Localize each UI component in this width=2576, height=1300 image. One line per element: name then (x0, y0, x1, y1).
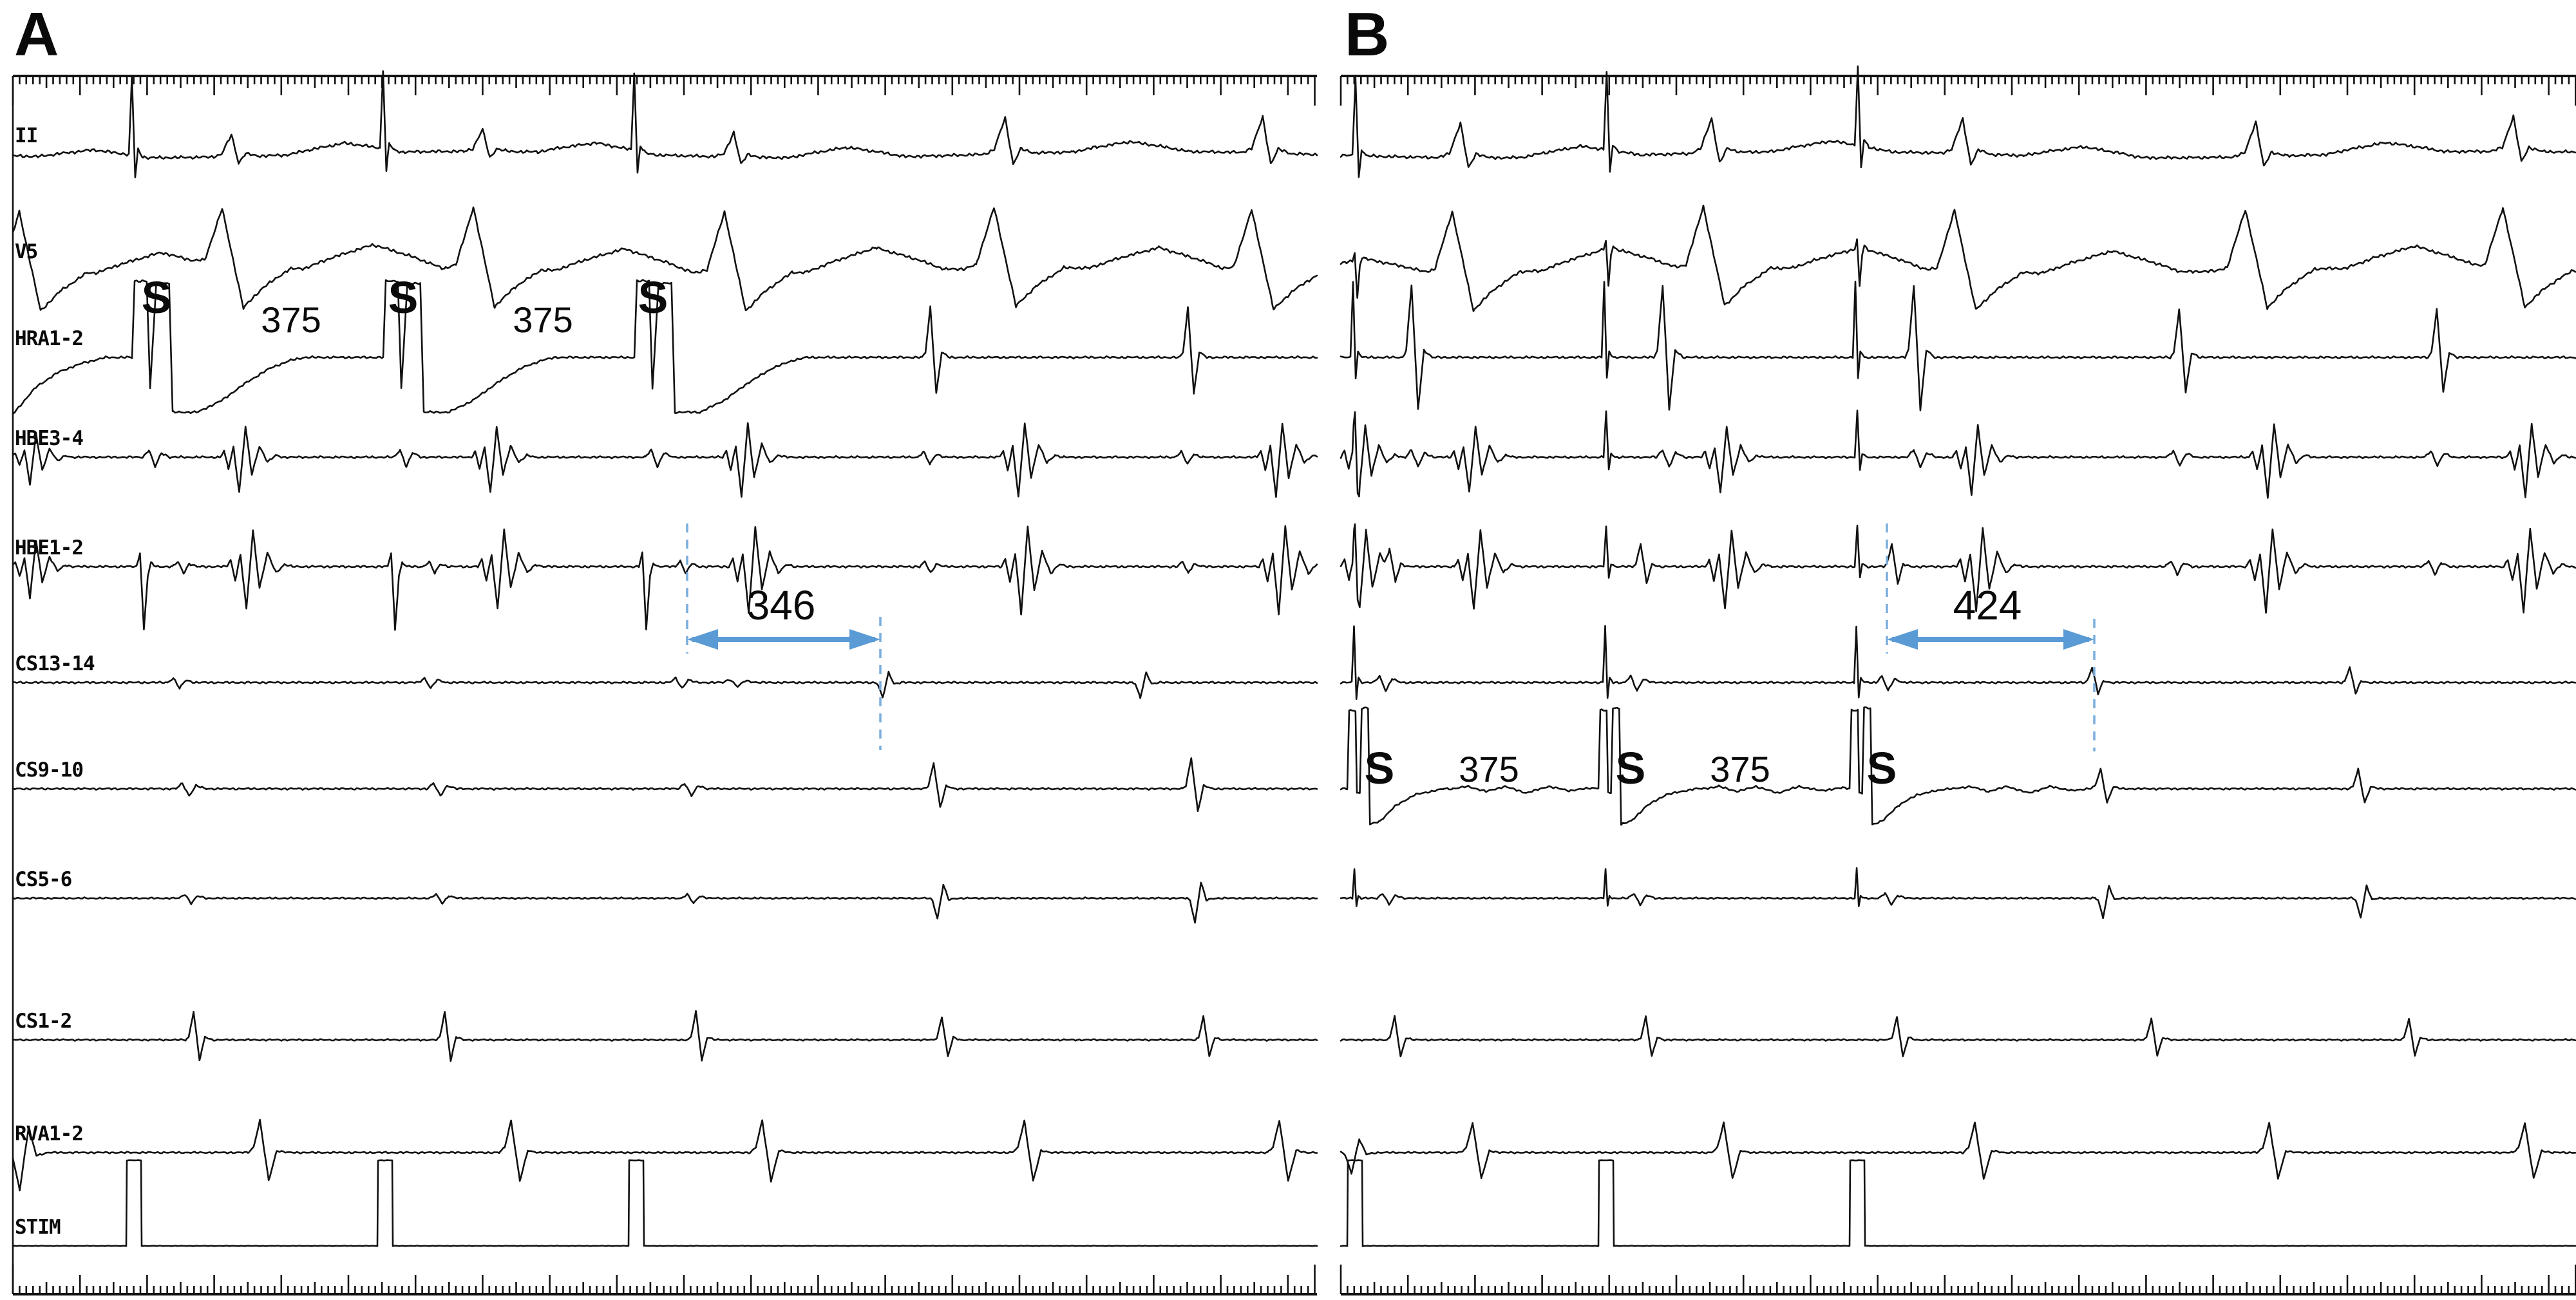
pacing-interval-label: 375 (261, 299, 321, 340)
lead-label-RVA1-2: RVA1-2 (15, 1122, 83, 1145)
lead-label-CS5-6: CS5-6 (15, 868, 72, 891)
trace-II-A (13, 71, 1317, 177)
trace-CS5-6-A (13, 883, 1317, 923)
trace-CS1-2-B (1341, 1016, 2575, 1057)
trace-STIM-B (1341, 1160, 2575, 1247)
panel-b-letter: B (1345, 0, 1390, 69)
lead-label-CS9-10: CS9-10 (15, 758, 83, 782)
trace-RVA1-2-A (13, 1120, 1317, 1191)
trace-HBE3-4-B (1341, 411, 2575, 498)
pacing-interval-label: 375 (1710, 749, 1770, 789)
trace-CS1-2-A (13, 1011, 1317, 1061)
trace-CS9-10-A (13, 758, 1317, 811)
pacing-interval-label: 375 (513, 299, 573, 340)
trace-HRA1-2-B (1341, 281, 2575, 410)
trace-CS9-10-B (1341, 708, 2575, 825)
lead-label-STIM: STIM (15, 1216, 61, 1239)
trace-V5-B (1341, 205, 2575, 311)
arrowhead-right-B (2063, 629, 2094, 650)
stim-marker-label: S (1364, 743, 1395, 793)
arrowhead-right-A (849, 629, 880, 650)
measurement-b-value: 424 (1953, 582, 2022, 628)
lead-label-CS1-2: CS1-2 (15, 1010, 72, 1033)
panel-a-letter: A (14, 0, 59, 69)
arrowhead-left-B (1887, 629, 1918, 650)
stim-marker-label: S (388, 272, 419, 323)
pacing-interval-label: 375 (1459, 749, 1519, 789)
stim-marker-label: S (141, 272, 172, 323)
trace-CS5-6-B (1341, 868, 2575, 918)
measurement-a-value: 346 (746, 582, 816, 628)
trace-STIM-A (13, 1160, 1317, 1247)
lead-label-CS13-14: CS13-14 (15, 652, 95, 675)
lead-label-HBE1-2: HBE1-2 (15, 536, 83, 560)
trace-HBE3-4-A (13, 423, 1317, 497)
trace-CS13-14-A (13, 672, 1317, 698)
trace-RVA1-2-B (1341, 1122, 2575, 1179)
lead-label-V5: V5 (15, 240, 38, 263)
trace-HBE1-2-A (13, 526, 1317, 630)
stim-marker-label: S (1615, 743, 1646, 793)
stim-marker-label: S (1866, 743, 1897, 793)
lead-label-HBE3-4: HBE3-4 (15, 427, 83, 450)
arrowhead-left-A (687, 629, 718, 650)
lead-label-II: II (15, 124, 38, 147)
lead-label-HRA1-2: HRA1-2 (15, 327, 83, 350)
stim-marker-label: S (638, 272, 668, 323)
